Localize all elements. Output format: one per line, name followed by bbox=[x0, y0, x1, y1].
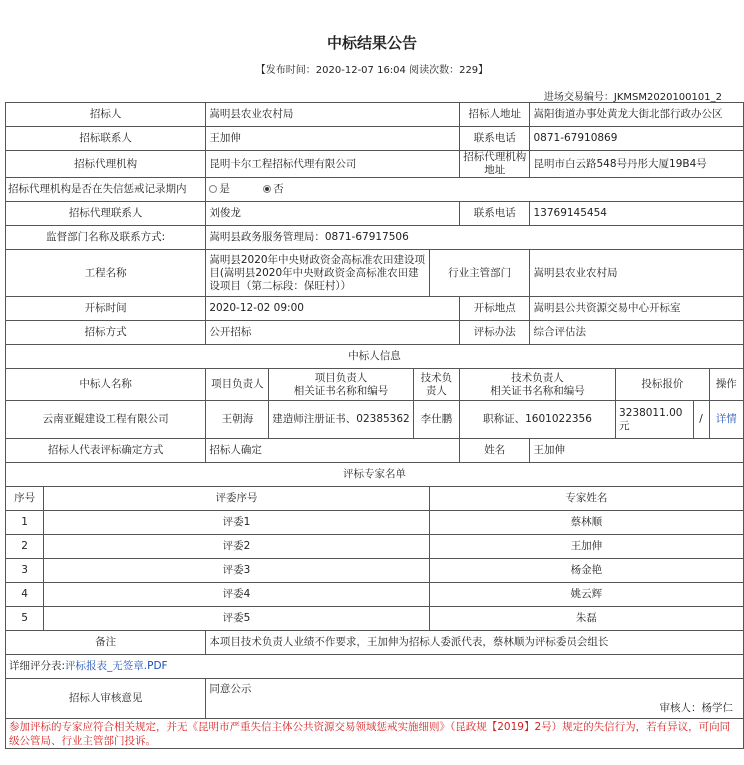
opinion-value: 同意公示 bbox=[209, 683, 252, 695]
experts-no-header: 序号 bbox=[6, 487, 44, 511]
detail-label: 详细评分表: bbox=[9, 660, 66, 672]
tenderer-address-label: 招标人地址 bbox=[460, 103, 530, 127]
open-place-value: 嵩明县公共资源交易中心开标室 bbox=[530, 297, 744, 321]
phone-value: 0871-67910869 bbox=[530, 127, 744, 151]
remark-value: 本项目技术负责人业绩不作要求，王加伸为招标人委派代表，蔡林顺为评标委员会组长 bbox=[206, 631, 744, 655]
method-value: 公开招标 bbox=[206, 321, 460, 345]
opinion-signer: 审核人：杨学仁 bbox=[659, 702, 733, 714]
winner-subheader-group bbox=[206, 369, 413, 401]
expert-seq: 评委2 bbox=[44, 535, 430, 559]
table-row bbox=[6, 511, 744, 535]
agency-contact-label: 招标代理联系人 bbox=[6, 202, 206, 226]
expert-name: 姚云辉 bbox=[429, 583, 743, 607]
detail-row bbox=[6, 655, 744, 679]
winner-price: 3238011.00元 bbox=[616, 401, 694, 439]
expert-seq: 评委3 bbox=[44, 559, 430, 583]
tenderer-value: 嵩明县农业农村局 bbox=[206, 103, 460, 127]
winner-name-header: 中标人名称 bbox=[6, 369, 206, 401]
dept-value: 嵩明县农业农村局 bbox=[530, 250, 744, 297]
winner-pm-group bbox=[206, 401, 413, 439]
tech-header: 技术负责人 bbox=[413, 369, 459, 401]
supervisor-label: 监督部门名称及联系方式: bbox=[6, 226, 206, 250]
page-title: 中标结果公告 bbox=[326, 34, 417, 52]
transaction-code: 进场交易编号：JKMSM2020100101_2 bbox=[543, 92, 722, 103]
pm-cert-header: 项目负责人 相关证书名称和编号 bbox=[293, 371, 389, 397]
agency-value: 昆明卡尔工程招标代理有限公司 bbox=[206, 151, 460, 178]
radio-no[interactable] bbox=[263, 185, 271, 193]
expert-no: 1 bbox=[6, 511, 44, 535]
rep-name-label: 姓名 bbox=[460, 439, 530, 463]
experts-section-title: 评标专家名单 bbox=[6, 463, 744, 487]
rep-value: 招标人确定 bbox=[206, 439, 460, 463]
opinion-cell bbox=[206, 679, 744, 719]
experts-name-header: 专家姓名 bbox=[429, 487, 743, 511]
expert-no: 2 bbox=[6, 535, 44, 559]
expert-name: 杨金艳 bbox=[429, 559, 743, 583]
contact-label: 招标联系人 bbox=[6, 127, 206, 151]
remark-label: 备注 bbox=[6, 631, 206, 655]
project-label: 工程名称 bbox=[6, 250, 206, 297]
method-label: 招标方式 bbox=[6, 321, 206, 345]
table-row bbox=[6, 583, 744, 607]
expert-no: 5 bbox=[6, 607, 44, 631]
op-header: 操作 bbox=[709, 369, 743, 401]
winner-section-title: 中标人信息 bbox=[6, 345, 744, 369]
expert-seq: 评委1 bbox=[44, 511, 430, 535]
opinion-label: 招标人审核意见 bbox=[6, 679, 206, 719]
footer-note: 参加评标的专家应符合相关规定，并无《昆明市严重失信主体公共资源交易领域惩戒实施细则》（昆政规【2019】2号）规定的失信行为，若有异议，可向同级公管局、行业主管部门投诉。 bbox=[6, 719, 744, 749]
winner-pm: 王朝海 bbox=[206, 401, 269, 438]
radio-yes-label: 是 bbox=[219, 183, 230, 195]
rep-label: 招标人代表评标确定方式 bbox=[6, 439, 206, 463]
expert-name: 蔡林顺 bbox=[429, 511, 743, 535]
tech-cert-header: 技术负责人 相关证书名称和编号 bbox=[460, 369, 616, 401]
radio-yes[interactable] bbox=[209, 185, 217, 193]
expert-seq: 评委5 bbox=[44, 607, 430, 631]
announcement-table bbox=[5, 102, 744, 749]
radio-no-label: 否 bbox=[273, 183, 284, 195]
winner-name: 云南亚鲲建设工程有限公司 bbox=[6, 401, 206, 439]
detail-pdf-link[interactable]: 评标报表_无签章.PDF bbox=[65, 660, 168, 672]
winner-pm-cert: 建造师注册证书、02385362 bbox=[272, 413, 410, 425]
winner-tech-cert: 职称证、1601022356 bbox=[460, 401, 616, 439]
winner-detail-link[interactable]: 详情 bbox=[709, 401, 743, 439]
blacklist-label: 招标代理机构是否在失信惩戒记录期内 bbox=[6, 178, 206, 202]
agency-label: 招标代理机构 bbox=[6, 151, 206, 178]
agency-address-label: 招标代理机构地址 bbox=[460, 151, 530, 178]
eval-value: 综合评估法 bbox=[530, 321, 744, 345]
experts-seq-header: 评委序号 bbox=[44, 487, 430, 511]
publish-meta: 【发布时间：2020-12-07 16:04 阅读次数：229】 bbox=[255, 65, 489, 76]
price-header: 投标报价 bbox=[616, 369, 710, 401]
agency-phone-value: 13769145454 bbox=[530, 202, 744, 226]
supervisor-value: 嵩明县政务服务管理局：0871-67917506 bbox=[206, 226, 744, 250]
table-row bbox=[6, 559, 744, 583]
contact-value: 王加伸 bbox=[206, 127, 460, 151]
rep-name-value: 王加伸 bbox=[530, 439, 744, 463]
tenderer-address-value: 嵩阳街道办事处黄龙大街北部行政办公区 bbox=[530, 103, 744, 127]
table-row bbox=[6, 607, 744, 631]
table-row bbox=[6, 535, 744, 559]
eval-label: 评标办法 bbox=[460, 321, 530, 345]
agency-address-value: 昆明市白云路548号丹彤大厦19B4号 bbox=[530, 151, 744, 178]
expert-name: 朱磊 bbox=[429, 607, 743, 631]
open-time-value: 2020-12-02 09:00 bbox=[206, 297, 460, 321]
winner-price-secondary: / bbox=[693, 401, 709, 439]
project-value: 嵩明县2020年中央财政资金高标准农田建设项目(嵩明县2020年中央财政资金高标准农田建设项目（第二标段：保旺村）） bbox=[206, 250, 429, 297]
expert-no: 4 bbox=[6, 583, 44, 607]
expert-seq: 评委4 bbox=[44, 583, 430, 607]
phone-label: 联系电话 bbox=[460, 127, 530, 151]
expert-no: 3 bbox=[6, 559, 44, 583]
pm-header: 项目负责人 bbox=[206, 369, 269, 400]
agency-phone-label: 联系电话 bbox=[460, 202, 530, 226]
open-time-label: 开标时间 bbox=[6, 297, 206, 321]
dept-label: 行业主管部门 bbox=[429, 250, 530, 297]
open-place-label: 开标地点 bbox=[460, 297, 530, 321]
expert-name: 王加伸 bbox=[429, 535, 743, 559]
blacklist-options bbox=[206, 178, 744, 202]
tenderer-label: 招标人 bbox=[6, 103, 206, 127]
winner-tech: 李仕鹏 bbox=[413, 401, 459, 439]
agency-contact-value: 刘俊龙 bbox=[206, 202, 460, 226]
